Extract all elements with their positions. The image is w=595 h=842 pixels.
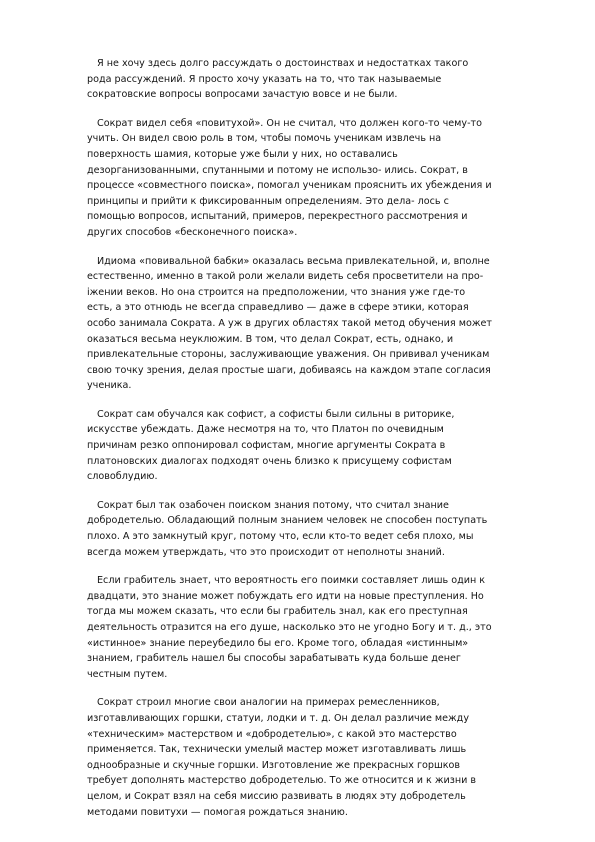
- text-line: помощью вопросов, испытаний, примеров, перекрестного рассмотрения и: [87, 211, 468, 223]
- text-line: іжении веков. Но она строится на предположении, что знания уже где-то: [87, 286, 466, 298]
- text-line: «техническим» мастерством и «добродетелью», с какой это мастерство: [87, 728, 457, 740]
- text-line: рода рассуждений. Я просто хочу указать на то, что так называемые: [87, 73, 442, 85]
- text-line: тогда мы можем сказать, что если бы грабитель знал, как его преступная: [87, 606, 468, 618]
- paragraph-2: [87, 116, 527, 241]
- text-line: дезорганизованными, спутанными и потому не использо- ились. Сократ, в: [87, 164, 468, 176]
- text-line: добродетелью. Обладающий полным знанием человек не способен поступать: [87, 515, 488, 527]
- text-line: честным путем.: [87, 668, 168, 680]
- text-line: поверхность шамия, которые уже были у них, но оставались: [87, 148, 398, 160]
- text-line: есть, а это отнюдь не всегда справедливо — даже в сфере этики, которая: [87, 302, 469, 314]
- text-line: Я не хочу здесь долго рассуждать о достоинствах и недостатках такого: [97, 58, 469, 69]
- text-line: Сократ сам обучался как софист, а софисты были сильны в риторике,: [97, 408, 455, 420]
- text-line: Сократ был так озабочен поиском знания потому, что считал знание: [97, 499, 449, 511]
- text-line: однообразные и скучные горшки. Изготовление же прекрасных горшков: [87, 759, 461, 771]
- text-line: ученика.: [87, 380, 132, 392]
- text-line: Идиома «повивальной бабки» оказалась весьма привлекательной, и, вполне: [97, 255, 490, 267]
- paragraph-5: [87, 498, 527, 560]
- text-line: двадцати, это знание может побуждать его идти на новые преступления. Но: [87, 590, 484, 602]
- text-line: принципы и прийти к фиксированным определениям. Это дела- лось с: [87, 195, 449, 207]
- text-line: других способов «бесконечного поиска».: [87, 226, 298, 238]
- text-line: учить. Он видел свою роль в том, чтобы помочь ученикам извлечь на: [87, 133, 442, 145]
- text-line: «истинное» знание переубедило бы его. Кроме того, обладая «истинным»: [87, 637, 469, 649]
- text-line: оказаться весьма неуклюжим. В том, что делал Сократ, есть, однако, и: [87, 333, 454, 345]
- text-line: всегда можем утверждать, что это происходит от неполноты знаний.: [87, 546, 445, 558]
- paragraph-7: [87, 695, 527, 820]
- paragraph-1: [87, 56, 527, 103]
- text-line: целом, и Сократ взял на себя миссию развивать в людях эту добродетель: [87, 790, 466, 802]
- text-line: требует дополнять мастерство добродетелью. То же относится и к жизни в: [87, 775, 477, 787]
- text-line: сократовские вопросы вопросами зачастую вовсе и не были.: [87, 89, 398, 101]
- text-line: знанием, грабитель нашел бы способы зарабатывать куда больше денег: [87, 653, 461, 665]
- text-line: применяется. Так, технически умелый мастер может изготавливать лишь: [87, 744, 467, 756]
- text-line: платоновских диалогах подходят очень близко к присущему софистам: [87, 455, 452, 467]
- text-line: Сократ строил многие свои аналогии на примерах ремесленников,: [97, 697, 440, 709]
- text-line: методами повитухи — помогая рождаться знанию.: [87, 806, 348, 818]
- text-line: Сократ видел себя «повитухой». Он не считал, что должен кого-то чему-то: [97, 117, 483, 129]
- text-line: плохо. А это замкнутый круг, потому что, если кто-то ведет себя плохо, мы: [87, 531, 474, 543]
- text-line: процессе «совместного поиска», помогал ученикам прояснить их убеждения и: [87, 180, 492, 192]
- text-line: причинам резко оппонировал софистам, многие аргументы Сократа в: [87, 440, 446, 452]
- text-line: естественно, именно в такой роли желали видеть себя просветители на про-: [87, 271, 484, 283]
- text-line: свою точку зрения, делая простые шаги, добиваясь на каждом этапе согласия: [87, 364, 491, 376]
- paragraph-3: [87, 254, 527, 394]
- text-line: словоблудию.: [87, 471, 158, 483]
- document-body: [87, 56, 527, 833]
- paragraph-6: [87, 573, 527, 682]
- text-line: особо занимала Сократа. А уж в других областях такой метод обучения может: [87, 317, 492, 329]
- text-line: изготавливающих горшки, статуи, лодки и т. д. Он делал различие между: [87, 712, 469, 724]
- text-line: деятельность отразится на его душе, насколько это не угодно Богу и т. д., это: [87, 622, 492, 633]
- text-line: привлекательные стороны, заслуживающие уважения. Он прививал ученикам: [87, 349, 490, 361]
- text-line: Если грабитель знает, что вероятность его поимки составляет лишь один к: [97, 575, 486, 587]
- text-line: искусстве убеждать. Даже несмотря на то, что Платон по очевидным: [87, 424, 444, 436]
- paragraph-4: [87, 407, 527, 485]
